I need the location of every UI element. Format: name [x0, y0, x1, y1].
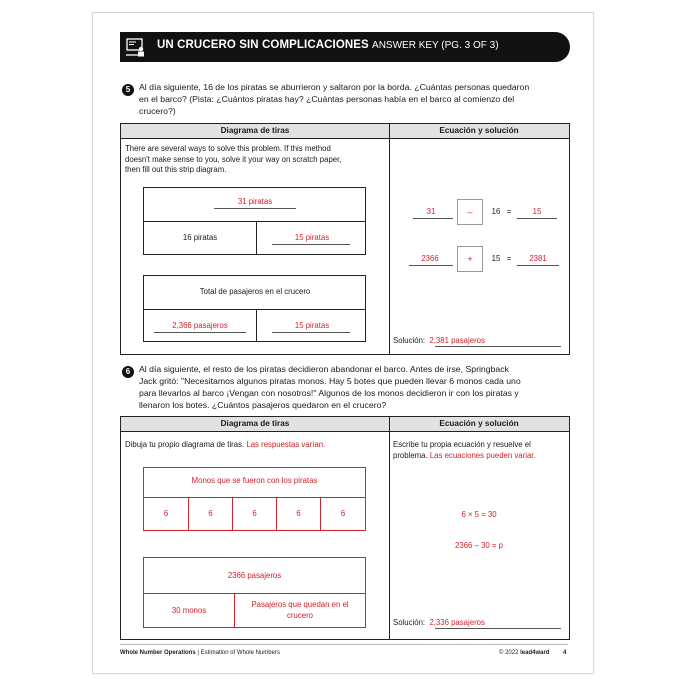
footer-right: © 2022 lead4ward	[499, 650, 550, 656]
question-6-number: 6	[122, 366, 134, 378]
q5-solution-value: 2,381 pasajeros	[429, 336, 485, 345]
q5-strip-bottom-left: 2,366 pasajeros	[172, 321, 228, 330]
q5-strip-diagram-bottom	[143, 275, 366, 342]
question-5-text: Al día siguiente, 16 de los piratas se aburrieron y saltaron por la borda. ¿Cuántas personas quedaron en el barco? (Pista: ¿Cuántos piratas hay? ¿Cuántas personas había en el barco al comienzo del crucero?)	[139, 82, 530, 116]
q6-equation-2: 2366 – 30 = p	[455, 541, 503, 550]
q6-solution-value: 2,336 pasajeros	[429, 618, 485, 627]
q5-eq1-operator: –	[457, 199, 483, 225]
q6-monkey-box-4: 6	[296, 509, 301, 518]
q5-eq1-b: 16	[491, 207, 501, 216]
q5-instructions: There are several ways to solve this problem. If this method doesn't make sense to you, solve it your way on scratch paper, then fill out this strip diagram.	[125, 144, 342, 174]
q6-monkey-box-2: 6	[208, 509, 213, 518]
page-number: 4	[563, 650, 567, 656]
footer-left: Whole Number Operations | Estimation of Whole Numbers	[120, 650, 280, 656]
q6-header-equation: Ecuación y solución	[389, 417, 569, 432]
q5-header-equation: Ecuación y solución	[389, 124, 569, 139]
q5-header-diagram: Diagrama de tiras	[121, 124, 389, 139]
q5-strip-total-label: Total de pasajeros en el crucero	[199, 287, 311, 296]
page-title: UN CRUCERO SIN COMPLICACIONES ANSWER KEY (PG. 3 OF 3)	[157, 39, 499, 51]
q6-instructions-right: Escribe tu propia ecuación y resuelve el problema. Las ecuaciones pueden variar.	[393, 440, 536, 460]
q5-strip-bottom-right: 15 piratas	[294, 321, 330, 330]
presentation-board-icon	[125, 36, 147, 58]
q6-monkey-box-1: 6	[163, 509, 169, 518]
q5-eq2-a: 2366	[421, 254, 439, 263]
q6-equation-1: 6 × 5 = 30	[461, 510, 497, 519]
q6-monkeys-strip	[143, 467, 366, 531]
header-banner	[120, 32, 570, 62]
worksheet-page	[92, 12, 594, 674]
q5-strip-diagram-top	[143, 187, 366, 255]
question-5-table: Diagrama de tiras Ecuación y solución There are several ways to solve this problem. If this method doesn't make sense to you, solve it your way on scratch paper, then fill out this strip diagram. 31 piratas 16 piratas 15 piratas Total de pasajeros en el crucero 2,366 pasajeros 15 piratas 31 – 16 = 15 2366 + 15 = 2381 Solución: 2,381 pasajeros	[120, 123, 570, 355]
q5-eq1-a: 31	[426, 207, 436, 216]
q5-strip-left-value: 16 piratas	[182, 233, 218, 242]
q5-eq2-b: 15	[491, 254, 501, 263]
question-6-table	[120, 416, 570, 640]
q5-strip-top-value: 31 piratas	[237, 197, 273, 206]
question-6-text: Al día siguiente, el resto de los piratas decidieron abandonar el barco. Antes de irse, Springback Jack gritó: "Necesitamos algunos piratas monos. Hay 5 botes que pueden llevar 6 monos cada uno para llevarlos al barco ¡Vengan con nosotros!" Algunos de los monos decidieron ir con los piratas y llenaron los botes. ¿Cuántos pasajeros quedaron en el crucero?	[139, 364, 521, 410]
q5-eq2-c: 2381	[529, 254, 547, 263]
q6-passengers-strip	[143, 557, 366, 628]
q5-eq2-operator: +	[457, 246, 483, 272]
q6-instructions-left: Dibuja tu propio diagrama de tiras. Las respuestas varían.	[125, 440, 326, 449]
q5-solution: Solución: 2,381 pasajeros	[393, 336, 485, 345]
q6-solution: Solución: 2,336 pasajeros	[393, 618, 485, 627]
question-5-number: 5	[122, 84, 134, 96]
q6-header-diagram: Diagrama de tiras	[121, 417, 389, 432]
q6-passengers-right: Pasajeros que quedan en el crucero	[251, 600, 349, 620]
q5-strip-right-value: 15 piratas	[294, 233, 330, 242]
q5-eq1-c: 15	[532, 207, 542, 216]
q6-monkey-box-3: 6	[252, 509, 257, 518]
q6-passengers-left: 30 monos	[171, 606, 207, 615]
q6-monkeys-label: Monos que se fueron con los piratas	[191, 476, 318, 485]
q6-monkey-box-5: 6	[340, 509, 346, 518]
q6-passengers-label: 2366 pasajeros	[227, 571, 282, 580]
